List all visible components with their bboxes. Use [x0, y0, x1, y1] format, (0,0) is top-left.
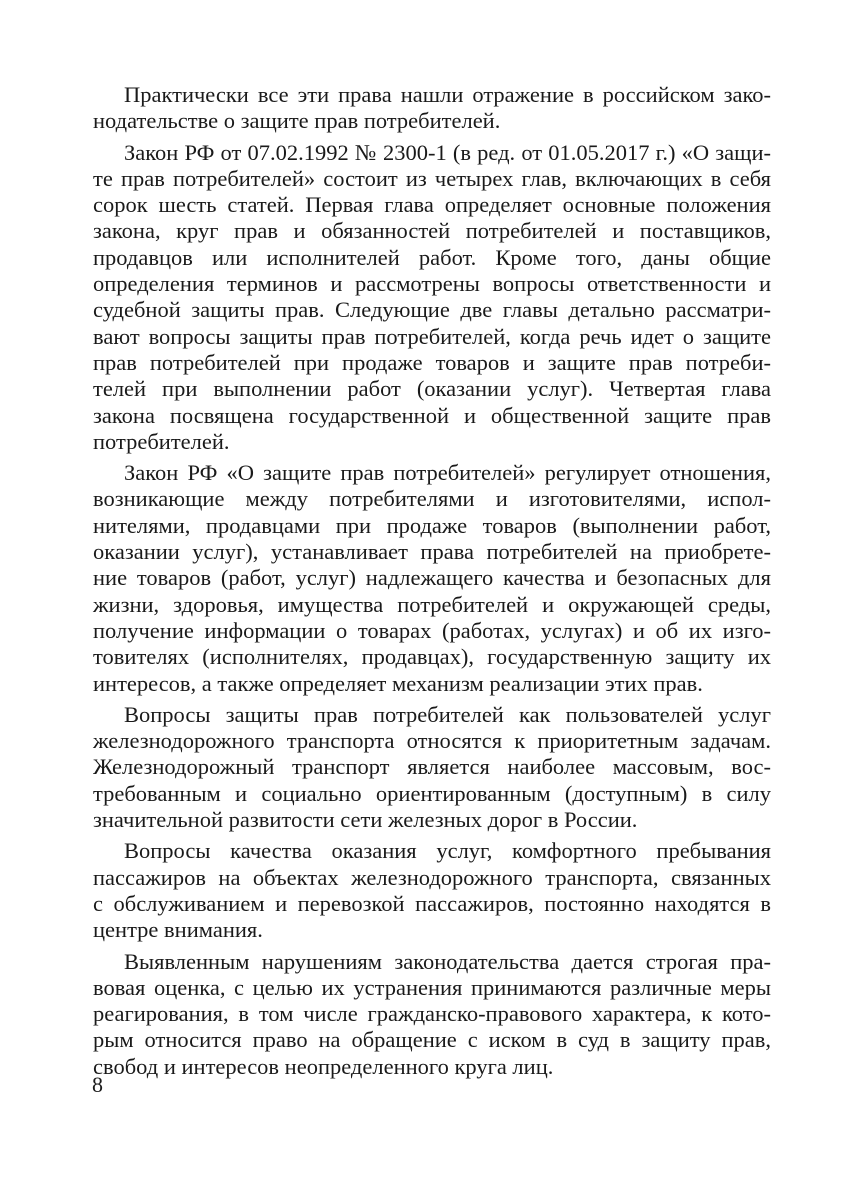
- text-line: значительной развитости сети железных дорог в России.: [93, 807, 638, 833]
- text-line: Практически все эти права нашли отражение в российском зако-: [124, 82, 771, 107]
- text-line: закона, круг прав и обязанностей потребителей и поставщиков,: [93, 218, 771, 244]
- text-line: определения терминов и рассмотрены вопросы ответственности и: [93, 271, 771, 297]
- text-line: железнодорожного транспорта относятся к приоритетным задачам.: [93, 728, 771, 754]
- text-line: центре внимания.: [93, 917, 263, 943]
- text-line: ние товаров (работ, услуг) надлежащего качества и безопасных для: [93, 565, 771, 591]
- text-line: товителях (исполнителях, продавцах), государственную защиту их: [93, 644, 771, 670]
- text-line: потребителей.: [93, 428, 230, 454]
- paragraph-1: [93, 82, 771, 135]
- text-line: Вопросы качества оказания услуг, комфортного пребывания: [124, 838, 771, 864]
- text-line: вовая оценка, с целью их устранения принимаются различные меры: [93, 974, 771, 1000]
- text-line: нителями, продавцами при продаже товаров (выполнении работ,: [93, 512, 771, 538]
- text-line: рым относится право на обращение с иском в суд в защиту прав,: [93, 1027, 771, 1053]
- text-line: продавцов или исполнителей работ. Кроме того, даны общие: [93, 244, 771, 270]
- paragraph-6: [93, 949, 771, 1080]
- text-line: реагирования, в том числе гражданско-правового характера, к кото-: [93, 1001, 771, 1027]
- text-line: свобод и интересов неопределенного круга лиц.: [93, 1053, 554, 1079]
- text-line: телей при выполнении работ (оказании услуг). Четвертая глава: [93, 376, 771, 402]
- text-line: интересов, а также определяет механизм реализации этих прав.: [93, 670, 703, 696]
- text-line: требованным и социально ориентированным (доступным) в силу: [93, 780, 771, 806]
- text-line: Железнодорожный транспорт является наиболее массовым, вос-: [93, 754, 771, 780]
- text-line: прав потребителей при продаже товаров и защите прав потреби-: [93, 349, 771, 375]
- text-line: Закон РФ «О защите прав потребителей» регулирует отношения,: [124, 460, 771, 486]
- text-line: нодательстве о защите прав потребителей.: [93, 108, 501, 134]
- text-line: те прав потребителей» состоит из четырех глав, включающих в себя: [93, 165, 771, 191]
- paragraph-5: [93, 838, 771, 943]
- text-line: Закон РФ от 07.02.1992 № 2300-1 (в ред. от 01.05.2017 г.) «О защи-: [124, 139, 771, 165]
- text-line: возникающие между потребителями и изготовителями, испол-: [93, 486, 771, 512]
- text-line: с обслуживанием и перевозкой пассажиров, постоянно находятся в: [93, 890, 771, 916]
- text-line: вают вопросы защиты прав потребителей, когда речь идет о защите: [93, 323, 771, 349]
- text-line: оказании услуг), устанавливает права потребителей на приобрете-: [93, 539, 771, 565]
- text-line: закона посвящена государственной и общественной защите прав: [93, 402, 771, 428]
- text-line: пассажиров на объектах железнодорожного транспорта, связанных: [93, 864, 771, 890]
- text-line: Выявленным нарушениям законодательства дается строгая пра-: [124, 948, 771, 974]
- paragraph-4: [93, 702, 771, 833]
- text-line: Вопросы защиты прав потребителей как пользователей услуг: [124, 701, 771, 727]
- text-line: судебной защиты прав. Следующие две главы детально рассматри-: [93, 297, 771, 323]
- text-line: сорок шесть статей. Первая глава определяет основные положения: [93, 192, 771, 218]
- text-line: жизни, здоровья, имущества потребителей и окружающей среды,: [93, 591, 771, 617]
- text-line: получение информации о товарах (работах, услугах) и об их изго-: [93, 617, 771, 643]
- paragraph-2: [93, 140, 771, 456]
- page-number: 8: [92, 1072, 103, 1097]
- page-body: [93, 82, 771, 1085]
- paragraph-3: [93, 460, 771, 697]
